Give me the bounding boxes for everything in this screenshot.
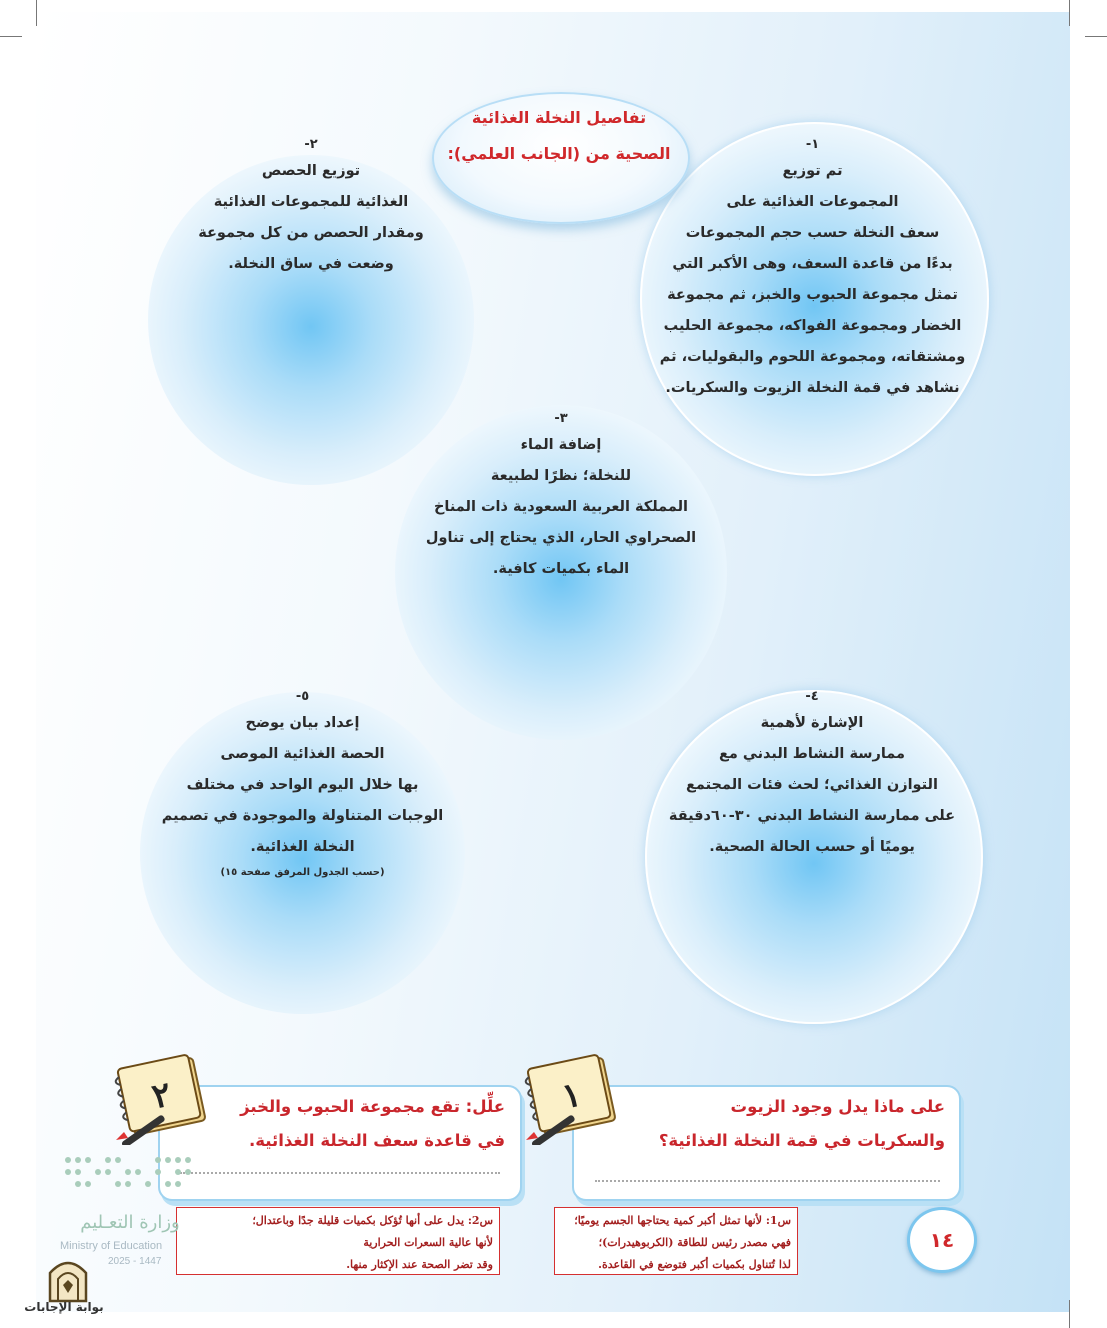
- crop-mark: [36, 0, 37, 26]
- answer-line: لذا تُتناول بكميات أكبر فتوضع في القاعدة.: [598, 1258, 791, 1271]
- point-line: التوازن الغذائي؛ لحث فئات المجتمع: [686, 777, 938, 793]
- point-line: ممارسة النشاط البدني مع: [719, 746, 905, 762]
- ministry-arabic-name: وزارة التعـليم: [80, 1212, 180, 1233]
- point-line: إعداد بيان يوضح: [245, 715, 360, 731]
- point-line: بها خلال اليوم الواحد في مختلف: [186, 777, 419, 793]
- point-line: الإشارة لأهمية: [760, 715, 864, 731]
- answer-line: س1: لأنها تمثل أكبر كمية يحتاجها الجسم يوميًا؛: [574, 1214, 791, 1227]
- answer-line: وقد تضر الصحة عند الإكثار منها.: [346, 1258, 493, 1271]
- question-1-text: [640, 1090, 945, 1158]
- point-line: يوميًا أو حسب الحالة الصحية.: [709, 839, 915, 855]
- ministry-year: 2025 - 1447: [108, 1256, 162, 1267]
- notebook-icon: [520, 1050, 630, 1145]
- point-number: ٤-: [805, 689, 819, 704]
- ministry-dots-icon: [60, 1150, 200, 1200]
- question-line: في قاعدة سعف النخلة الغذائية.: [249, 1131, 505, 1150]
- site-label: بوابة الإجابات: [24, 1300, 104, 1314]
- title-line-1: تفاصيل النخلة الغذائية: [471, 108, 647, 127]
- point-line: النخلة الغذائية.: [250, 839, 355, 855]
- ministry-english-name: Ministry of Education: [60, 1240, 163, 1252]
- point-line: الماء بكميات كافية.: [492, 561, 630, 577]
- point-3-text: [395, 408, 727, 585]
- point-line: نشاهد في قمة النخلة الزيوت والسكريات.: [665, 380, 960, 396]
- point-1-text: [640, 134, 985, 404]
- question-line: والسكريات في قمة النخلة الغذائية؟: [658, 1131, 945, 1150]
- crop-mark: [1069, 1300, 1070, 1328]
- point-number: ٥-: [295, 689, 310, 704]
- answer-line-1: [595, 1180, 940, 1182]
- point-line: إضافة الماء: [520, 437, 602, 453]
- crop-mark: [1085, 36, 1107, 37]
- point-line: تمثل مجموعة الحبوب والخبز، ثم مجموعة: [667, 287, 958, 303]
- answer-line: س2: يدل على أنها تُؤكل بكميات قليلة جدًا وباعتدال؛: [252, 1214, 493, 1227]
- point-line: الصحراوي الحار، الذي يحتاج إلى تناول: [425, 530, 697, 546]
- point-line: ومقدار الحصص من كل مجموعة: [198, 225, 424, 241]
- notebook-icon: [110, 1050, 220, 1145]
- point-line: المملكة العربية السعودية ذات المناخ: [433, 499, 689, 515]
- point-line: الوجبات المتناولة والموجودة في تصميم: [161, 808, 444, 824]
- title-line-2: الصحية من (الجانب العلمي):: [447, 144, 671, 163]
- point-line: على ممارسة النشاط البدني ٣٠-٦٠دقيقة: [668, 808, 956, 824]
- answer-line-2: [180, 1172, 500, 1174]
- site-logo-icon: [28, 1255, 108, 1325]
- point-number: ١-: [805, 137, 820, 152]
- answer-1-box: [554, 1207, 798, 1275]
- point-line: توزيع الحصص: [261, 163, 361, 179]
- point-4-text: [645, 686, 979, 863]
- point-line: الغذائية للمجموعات الغذائية: [213, 194, 409, 210]
- crop-mark: [1069, 0, 1070, 26]
- point-line: بدءًا من قاعدة السعف، وهى الأكبر التي: [672, 256, 953, 272]
- point-line: سعف النخلة حسب حجم المجموعات: [685, 225, 940, 241]
- point-line: تم توزيع: [782, 163, 843, 179]
- point-line: الحصة الغذائية الموصى: [220, 746, 385, 762]
- answer-2-box: [176, 1207, 500, 1275]
- point-5-text: [140, 686, 465, 883]
- point-line: وضعت في ساق النخلة.: [228, 256, 394, 272]
- point-line: ومشتقاته، ومجموعة اللحوم والبقوليات، ثم: [659, 349, 966, 365]
- answer-line: فهي مصدر رئيس للطاقة (الكربوهيدرات)؛: [598, 1236, 791, 1249]
- question-2-text: [215, 1090, 505, 1158]
- point-2-text: [150, 134, 472, 280]
- point-number: ٣-: [554, 411, 568, 426]
- question-number: ١: [558, 1074, 585, 1118]
- answer-line: لأنها عالية السعرات الحرارية: [363, 1236, 493, 1249]
- question-number: ٢: [148, 1074, 175, 1118]
- question-line: على ماذا يدل وجود الزيوت: [730, 1097, 945, 1116]
- crop-mark: [0, 36, 22, 37]
- question-line: علِّل: تقع مجموعة الحبوب والخبز: [240, 1097, 505, 1116]
- page-number: ١٤: [907, 1207, 977, 1273]
- point-line: الخضار ومجموعة الفواكه، مجموعة الحليب: [663, 318, 962, 334]
- point-number: ٢-: [304, 137, 318, 152]
- table-reference-note: (حسب الجدول المرفق صفحة ١٥): [220, 867, 385, 878]
- point-line: المجموعات الغذائية على: [726, 194, 899, 210]
- point-line: للنخلة؛ نظرًا لطبيعة: [490, 468, 632, 484]
